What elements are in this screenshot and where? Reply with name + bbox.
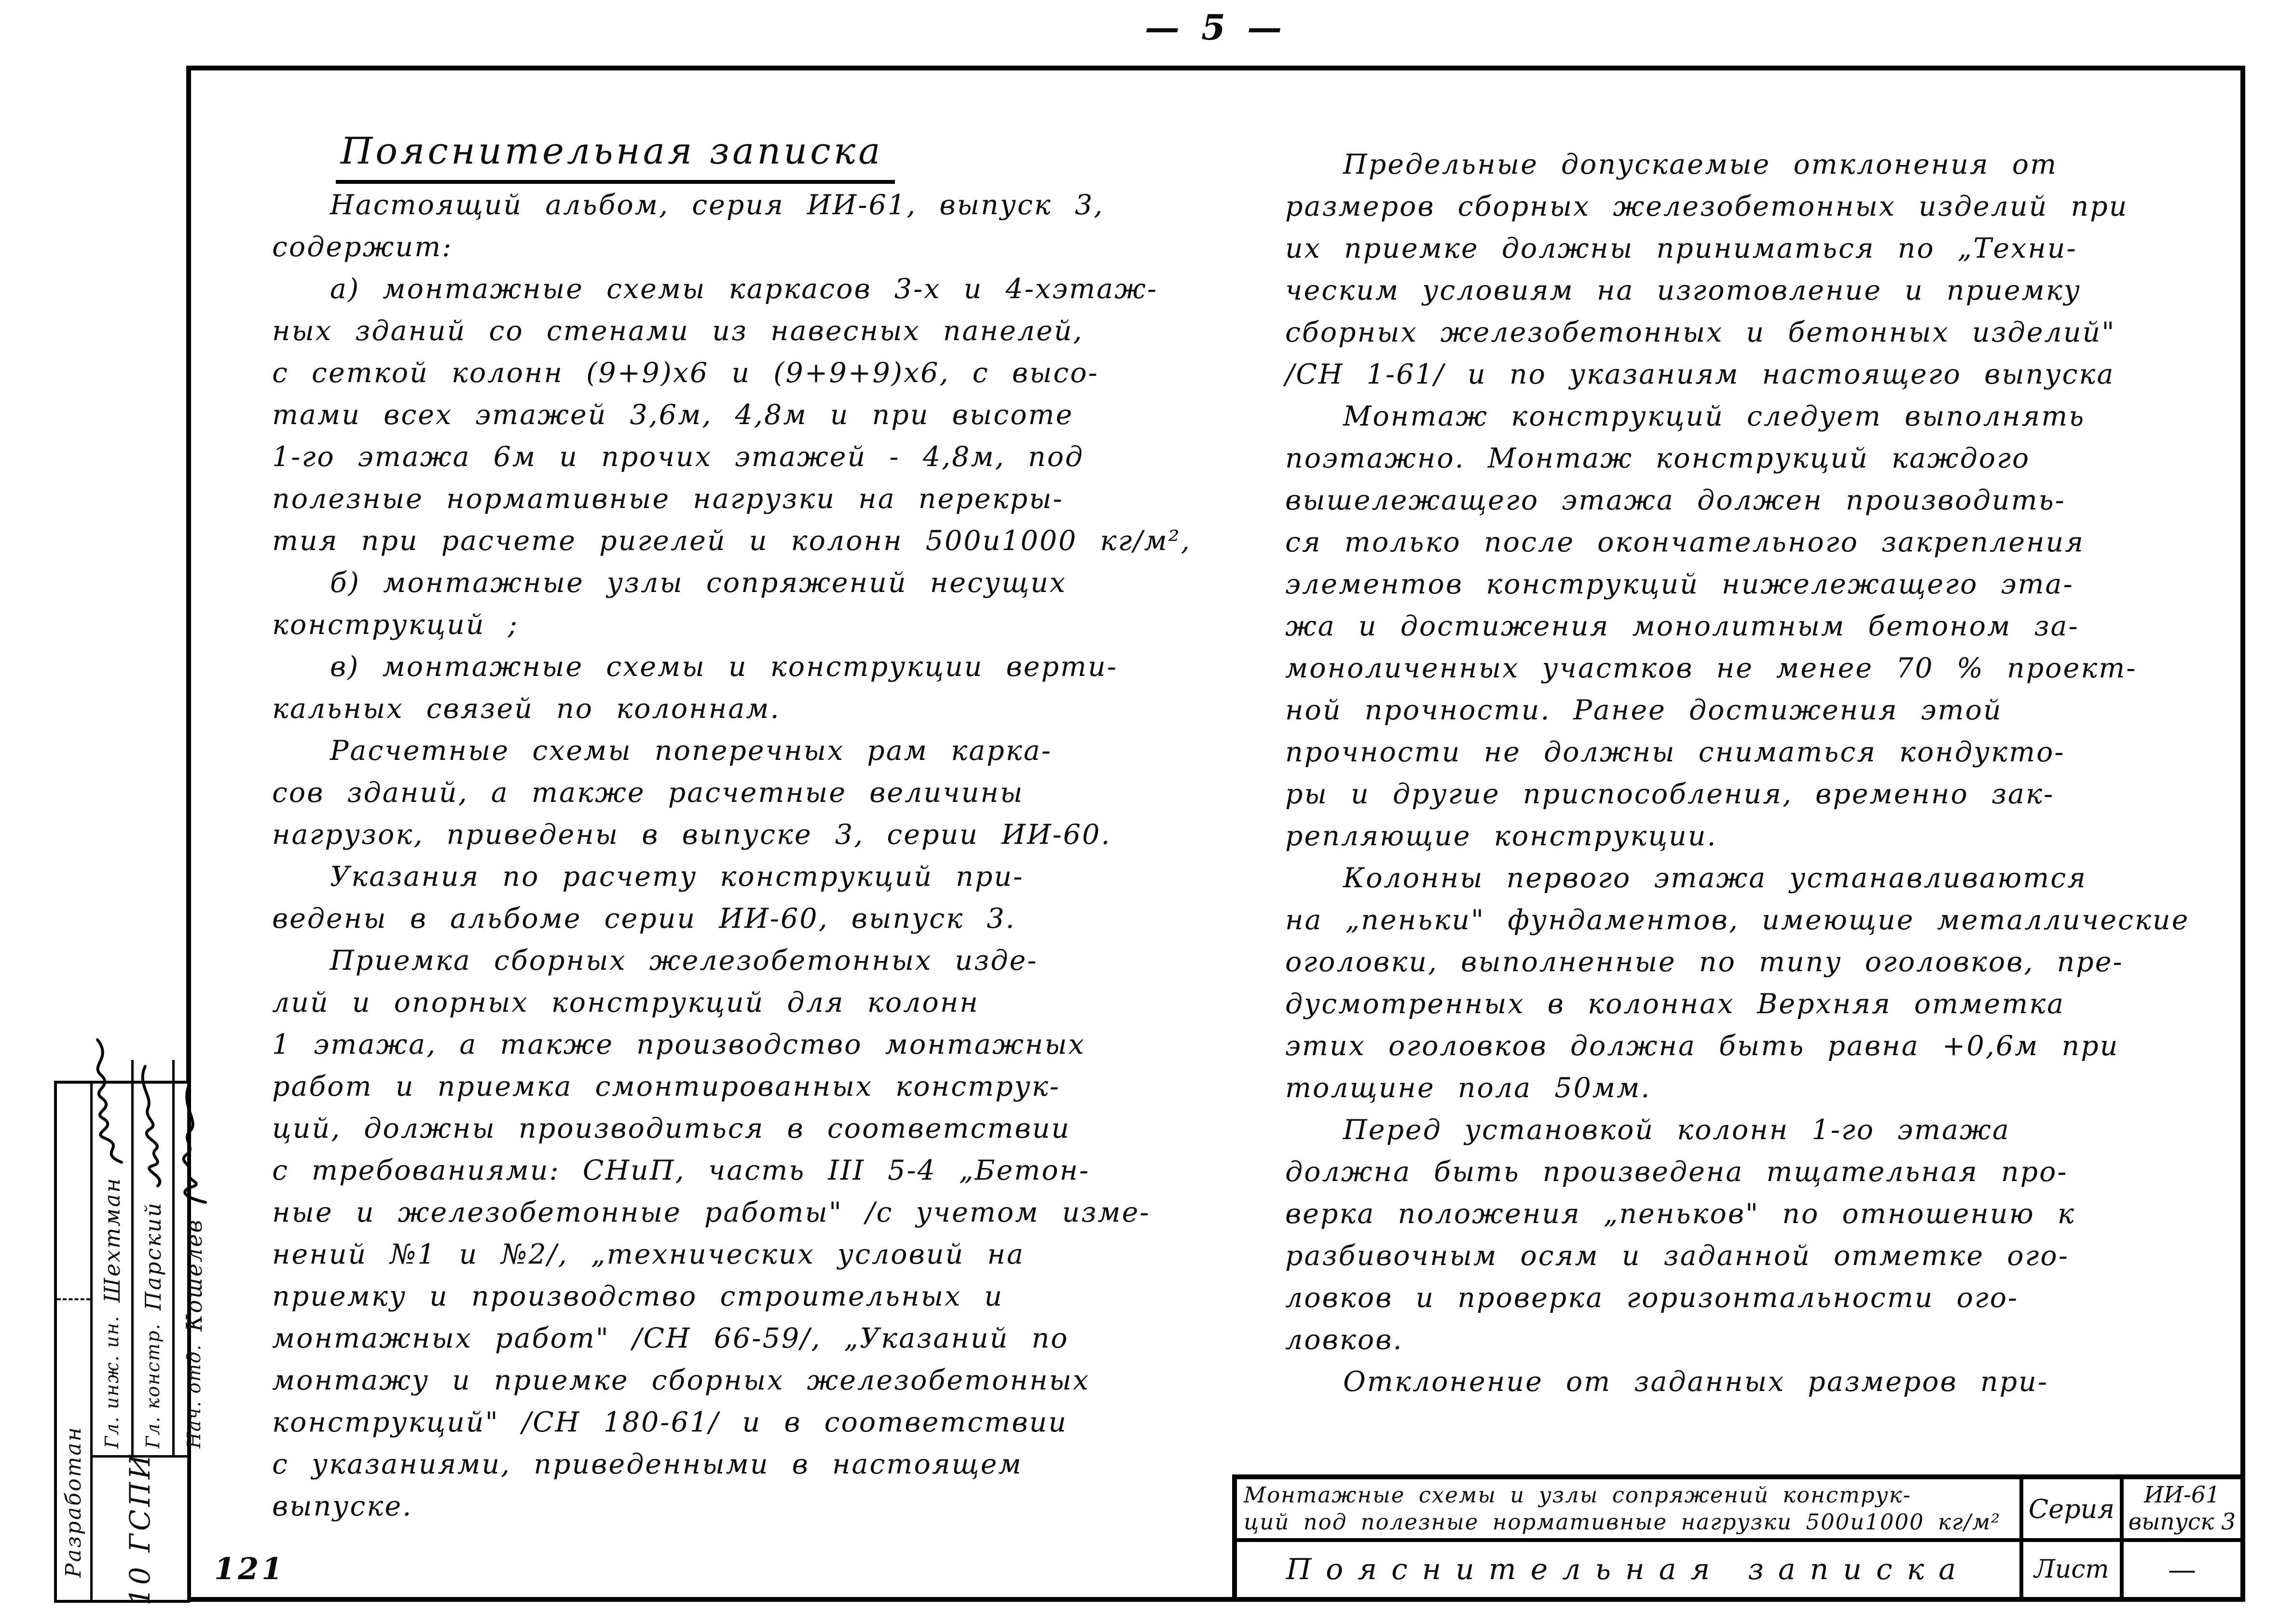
- signatory-title: Гл. констр.: [142, 1323, 164, 1448]
- page-number: — 5 —: [1144, 7, 1287, 48]
- stamp-signatories: [93, 1060, 207, 1455]
- title-block-document-title: [1237, 1479, 2019, 1538]
- signatory-row: [175, 1060, 213, 1455]
- document-title-line-2: ций под полезные нормативные нагрузки 500и1000 кг/м²: [1244, 1509, 2001, 1535]
- document-title-line-1: Монтажные схемы и узлы сопряжений конструк-: [1244, 1482, 1911, 1508]
- series-code: ИИ-61: [2144, 1482, 2220, 1508]
- right-column-text: Предельные допускаемые отклонения от размеров сборных железобетонных изделий при их приемке должны приниматься по „Техни- ческим условиям на изготовление и приемку сборных железобетонных и бетонных изделий" /СН 1-61/ и по указаниям настоящего выпуска Монтаж конструкций следует выполнять поэтажно. Монтаж конструкций каждого вышележащего этажа должен производить- ся только после окончательного закрепления элементов конструкций нижележащего эта- жа и достижения монолитным бетоном за- моноличенных участков не менее 70 % проект- ной прочности. Ранее достижения этой прочности не должны сниматься кондукто- ры и другие приспособления, временно зак- репляющие конструкции. Колонны первого этажа устанавливаются на „пеньки" фундаментов, имеющие металлические оголовки, выполненные по типу оголовков, пре- дусмотренных в колоннах Верхняя отметка этих оголовков должна быть равна +0,6м при толщине пола 50мм. Перед установкой колонн 1-го этажа должна быть произведена тщательная про- верка положения „пеньков" по отношению к разбивочным осям и заданной отметке ого- ловков и проверка горизонтальности ого- ловков. Отклонение от заданных размеров при-: [1285, 149, 2190, 1398]
- signatory-name: Кошелев: [181, 1218, 207, 1332]
- sheet-title: Пояснительная записка: [1237, 1538, 2019, 1597]
- signatory-name: Парский: [140, 1201, 166, 1311]
- signatory-title: Нач. отд.: [183, 1344, 205, 1448]
- signature-icon: [93, 1021, 131, 1166]
- signature-icon: [175, 1063, 213, 1208]
- organization-name: 10 ГСПИ: [93, 1455, 187, 1600]
- sheet-value: —: [2120, 1538, 2240, 1597]
- signatory-name: Шехтман: [99, 1177, 125, 1303]
- sheet-label: Лист: [2019, 1538, 2120, 1597]
- developed-by-label: Разработан: [61, 1426, 86, 1578]
- signature-icon: [134, 1046, 172, 1191]
- signatory-title: Гл. инж. ин.: [101, 1315, 123, 1448]
- series-value: [2120, 1479, 2240, 1538]
- sheet-frame: [186, 66, 2245, 1602]
- left-column-text: Настоящий альбом, серия ИИ-61, выпуск 3, содержит: а) монтажные схемы каркасов 3-х и 4-хэтаж- ных зданий со стенами из навесных панелей, с сеткой колонн (9+9)х6 и (9+9+9)х6, с высо- тами всех этажей 3,6м, 4,8м и при высоте 1-го этажа 6м и прочих этажей - 4,8м, под полезные нормативные нагрузки на перекры- тия при расчете ригелей и колонн 500и1000 кг/м², б) монтажные узлы сопряжений несущих конструкций ; в) монтажные схемы и конструкции верти- кальных связей по колоннам. Расчетные схемы поперечных рам карка- сов зданий, а также расчетные величины нагрузок, приведены в выпуске 3, серии ИИ-60. Указания по расчету конструкций при- ведены в альбоме серии ИИ-60, выпуск 3. Приемка сборных железобетонных изде- лий и опорных конструкций для колонн 1 этажа, а также производство монтажных работ и приемка смонтированных конструк- ций, должны производиться в соответствии с требованиями: СНиП, часть III 5-4 „Бетон- ные и железобетонные работы" /с учетом изме- нений №1 и №2/, „технических условий на приемку и производство строительных и монтажных работ" /СН 66-59/, „Указаний по монтажу и приемке сборных железобетонных конструкций" /СН 180-61/ и в соответствии с указаниями, приведенными в настоящем выпуске.: [272, 189, 1191, 1522]
- section-heading: Пояснительная записка: [336, 129, 895, 184]
- stamp-divider: [57, 1084, 90, 1300]
- developed-by-row: [57, 1084, 93, 1600]
- sheet-number: 121: [214, 1551, 286, 1586]
- issue-number: выпуск 3: [2128, 1509, 2236, 1535]
- series-label: Серия: [2019, 1479, 2120, 1538]
- signatory-row: [93, 1060, 134, 1455]
- title-block: [1232, 1474, 2245, 1602]
- signatory-row: [134, 1060, 175, 1455]
- approval-stamp: [54, 1081, 207, 1606]
- stamp-body: [93, 1084, 207, 1606]
